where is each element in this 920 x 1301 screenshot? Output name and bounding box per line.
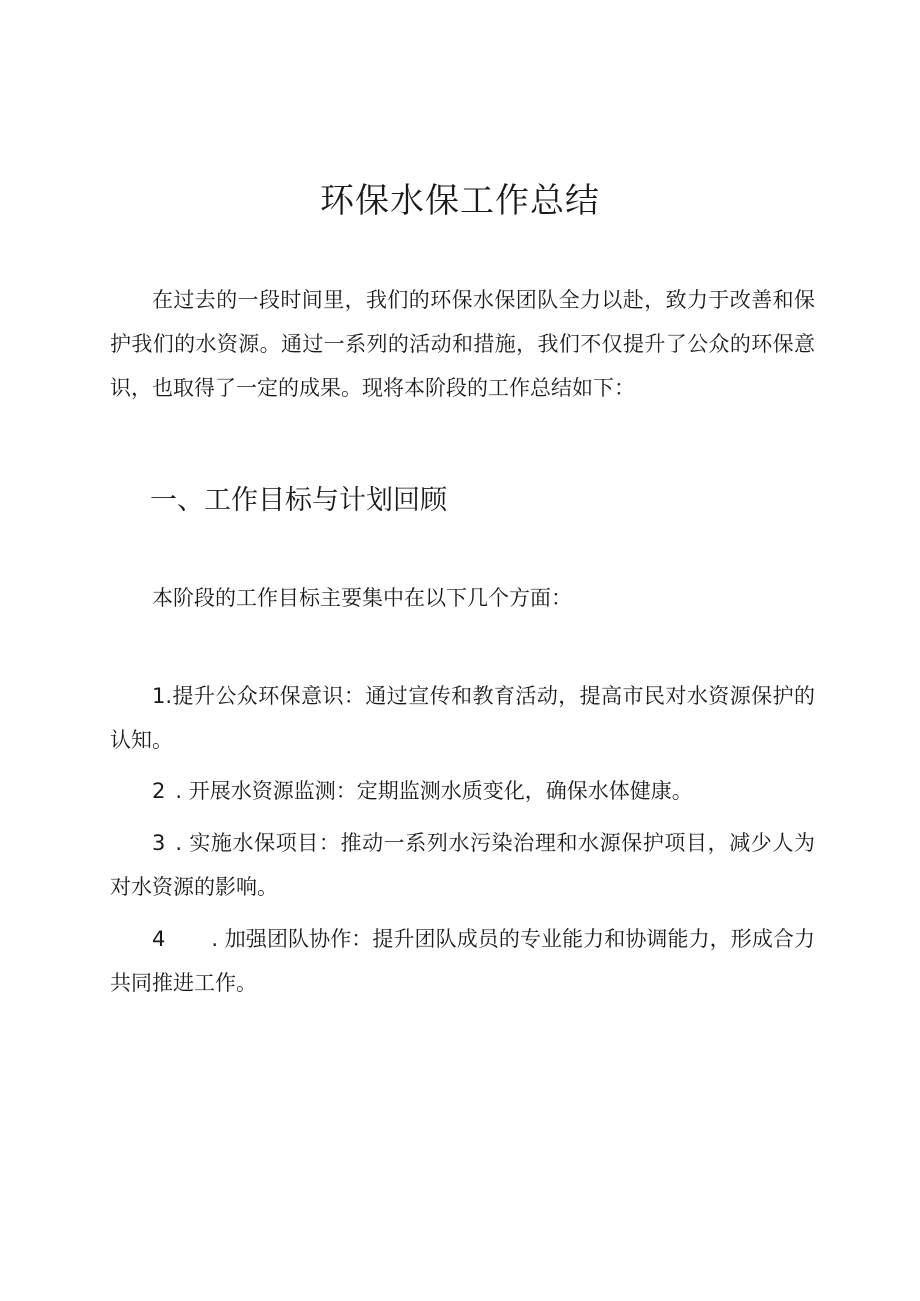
list-item-number: 2 xyxy=(152,779,166,803)
list-item-number: 4 xyxy=(152,927,166,951)
list-item-text: . 加强团队协作：提升团队成员的专业能力和协调能力，形成合力共同推进工作。 xyxy=(110,927,815,995)
list-item xyxy=(110,674,815,762)
list-item-text: . 实施水保项目：推动一系列水污染治理和水源保护项目，减少人为对水资源的影响。 xyxy=(110,831,815,899)
list-item xyxy=(110,821,815,909)
list-item-number: 3 xyxy=(152,831,166,855)
section-lead-paragraph: 本阶段的工作目标主要集中在以下几个方面： xyxy=(152,586,572,610)
list-item-text: . 开展水资源监测：定期监测水质变化，确保水体健康。 xyxy=(175,779,693,803)
list-item-text: 提升公众环保意识：通过宣传和教育活动，提高市民对水资源保护的认知。 xyxy=(110,684,815,752)
list-item xyxy=(110,769,815,813)
section-heading: 一、工作目标与计划回顾 xyxy=(150,485,447,516)
list-item-number: 1. xyxy=(152,684,173,708)
list-item xyxy=(110,917,815,1005)
intro-paragraph: 在过去的一段时间里，我们的环保水保团队全力以赴，致力于改善和保护我们的水资源。通过一系列的活动和措施，我们不仅提升了公众的环保意识，也取得了一定的成果。现将本阶段的工作总结如下： xyxy=(110,288,815,400)
document-title: 环保水保工作总结 xyxy=(320,181,600,221)
